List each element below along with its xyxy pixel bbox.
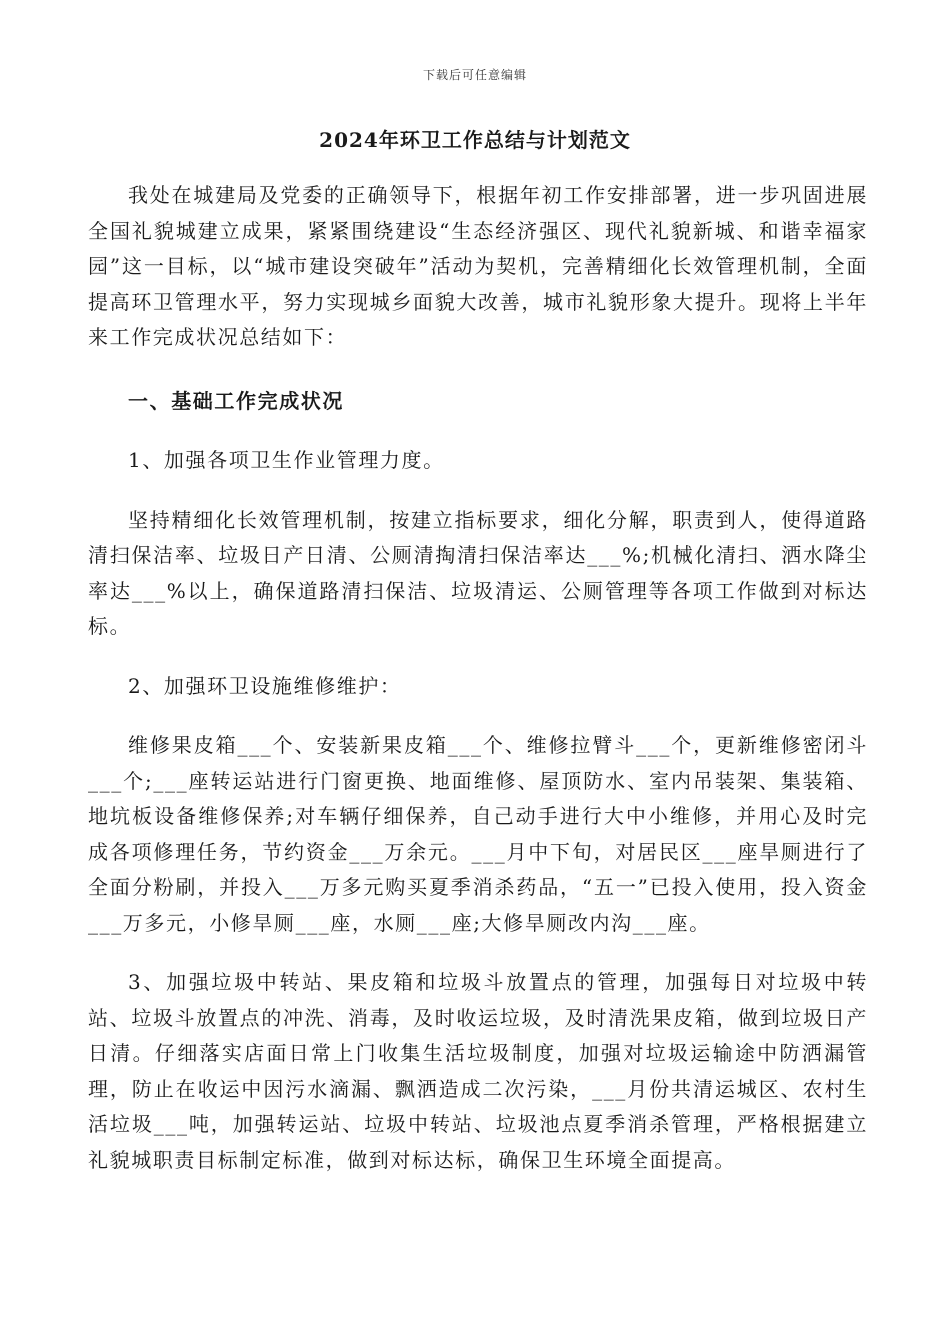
item-2-title: 2、加强环卫设施维修维护： xyxy=(128,673,402,698)
header-note: 下载后可任意编辑 xyxy=(422,68,527,82)
item-2-body: 维修果皮箱___个、安装新果皮箱___个、维修拉臂斗___个，更新维修密闭斗___个;___座转运站进行门窗更换、地面维修、屋顶防水、室内吊装架、集装箱、地坑板设备维修保养;对车辆仔细保养，自己动手进行大中小维修，并用心及时完成各项修理任务，节约资金___万余元。___月中下旬，对居民区___座旱厕进行了全面分粉刷，并投入___万多元购买夏季消杀药品，“五一”已投入使用，投入资金___万多元，小修旱厕___座，水厕___座;大修旱厕改内沟___座。 xyxy=(88,733,868,935)
document-body xyxy=(88,178,868,1178)
intro-paragraph: 我处在城建局及党委的正确领导下，根据年初工作安排部署，进一步巩固进展全国礼貌城建立成果，紧紧围绕建设“生态经济强区、现代礼貌新城、和谐幸福家园”这一目标，以“城市建设突破年”活动为契机，完善精细化长效管理机制，全面提高环卫管理水平，努力实现城乡面貌大改善，城市礼貌形象大提升。现将上半年来工作完成状况总结如下： xyxy=(88,183,868,349)
item-1-title: 1、加强各项卫生作业管理力度。 xyxy=(128,448,445,472)
document-title: 2024年环卫工作总结与计划范文 xyxy=(319,128,631,152)
section-heading-basic-work: 一、基础工作完成状况 xyxy=(128,388,344,413)
item-3-body: 3、加强垃圾中转站、果皮箱和垃圾斗放置点的管理，加强每日对垃圾中转站、垃圾斗放置点的冲洗、消毒，及时收运垃圾，及时清洗果皮箱，做到垃圾日产日清。仔细落实店面日常上门收集生活垃圾制度，加强对垃圾运输途中防洒漏管理，防止在收运中因污水滴漏、飘洒造成二次污染，___月份共清运城区、农村生活垃圾___吨，加强转运站、垃圾中转站、垃圾池点夏季消杀管理，严格根据建立礼貌城职责目标制定标准，做到对标达标，确保卫生环境全面提高。 xyxy=(88,970,868,1172)
item-1-body: 坚持精细化长效管理机制，按建立指标要求，细化分解，职责到人，使得道路清扫保洁率、垃圾日产日清、公厕清掏清扫保洁率达___%;机械化清扫、洒水降尘率达___%以上，确保道路清扫保洁、垃圾清运、公厕管理等各项工作做到对标达标。 xyxy=(88,507,868,638)
